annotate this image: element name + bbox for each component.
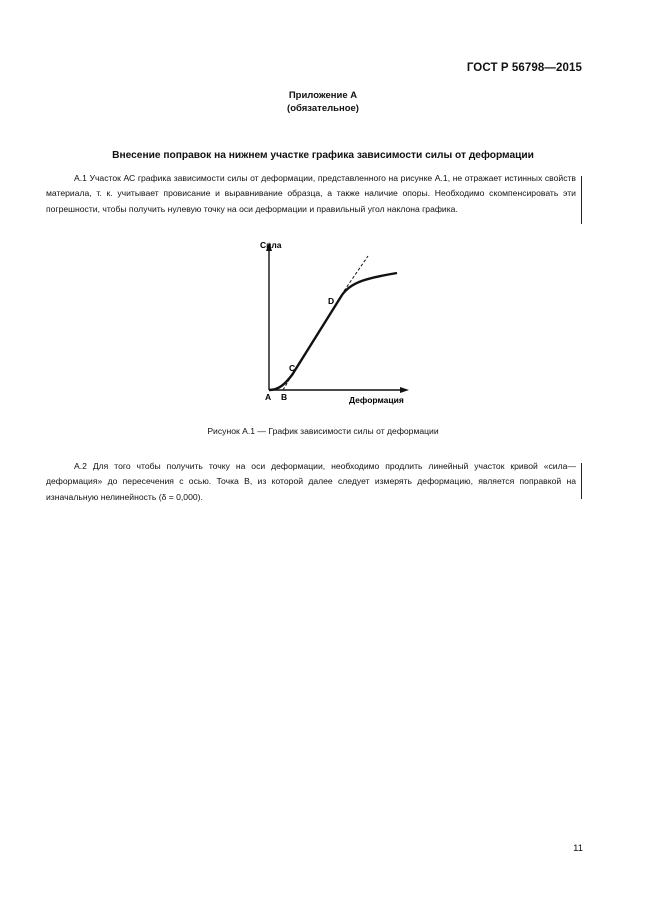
- change-bar: [581, 463, 582, 499]
- appendix-heading: [0, 89, 646, 115]
- x-axis-arrow: [400, 387, 409, 393]
- y-axis-label: Сила: [260, 240, 282, 250]
- point-a-label: A: [265, 392, 272, 402]
- point-d-label: D: [328, 296, 335, 306]
- change-bar: [581, 176, 582, 224]
- tangent-extension-upper: [344, 256, 368, 291]
- point-c-label: C: [289, 363, 296, 373]
- section-title: Внесение поправок на нижнем участке графика зависимости силы от деформации: [112, 150, 534, 161]
- page-number: 11: [573, 843, 583, 854]
- figure-force-deformation: [255, 232, 415, 412]
- point-b-label: B: [281, 392, 288, 402]
- paragraph-a1: А.1 Участок АС графика зависимости силы от деформации, представленного на рисунке А.1, не отражает истинных свойств материала, т. к. учитывает провисание и выравнивание образца, а также наличие опоры. Необходимо скомпенсировать эти погрешности, чтобы получить нулевую точку на оси деформации и правильный угол наклона графика.: [46, 173, 576, 214]
- appendix-status: (обязательное): [287, 103, 359, 114]
- document-code: ГОСТ Р 56798—2015: [466, 62, 582, 74]
- paragraph-a2: А.2 Для того чтобы получить точку на оси деформации, необходимо продлить линейный участок кривой «сила—деформация» до пересечения с осью. Точка В, из которой далее следует измерять деформацию, является поправкой на изначальную нелинейность (δ = 0,000).: [46, 461, 576, 502]
- appendix-title: Приложение А: [288, 90, 358, 101]
- x-axis-label: Деформация: [349, 395, 404, 405]
- force-deformation-graph: [255, 232, 415, 412]
- figure-caption: Рисунок А.1 — График зависимости силы от деформации: [207, 426, 439, 436]
